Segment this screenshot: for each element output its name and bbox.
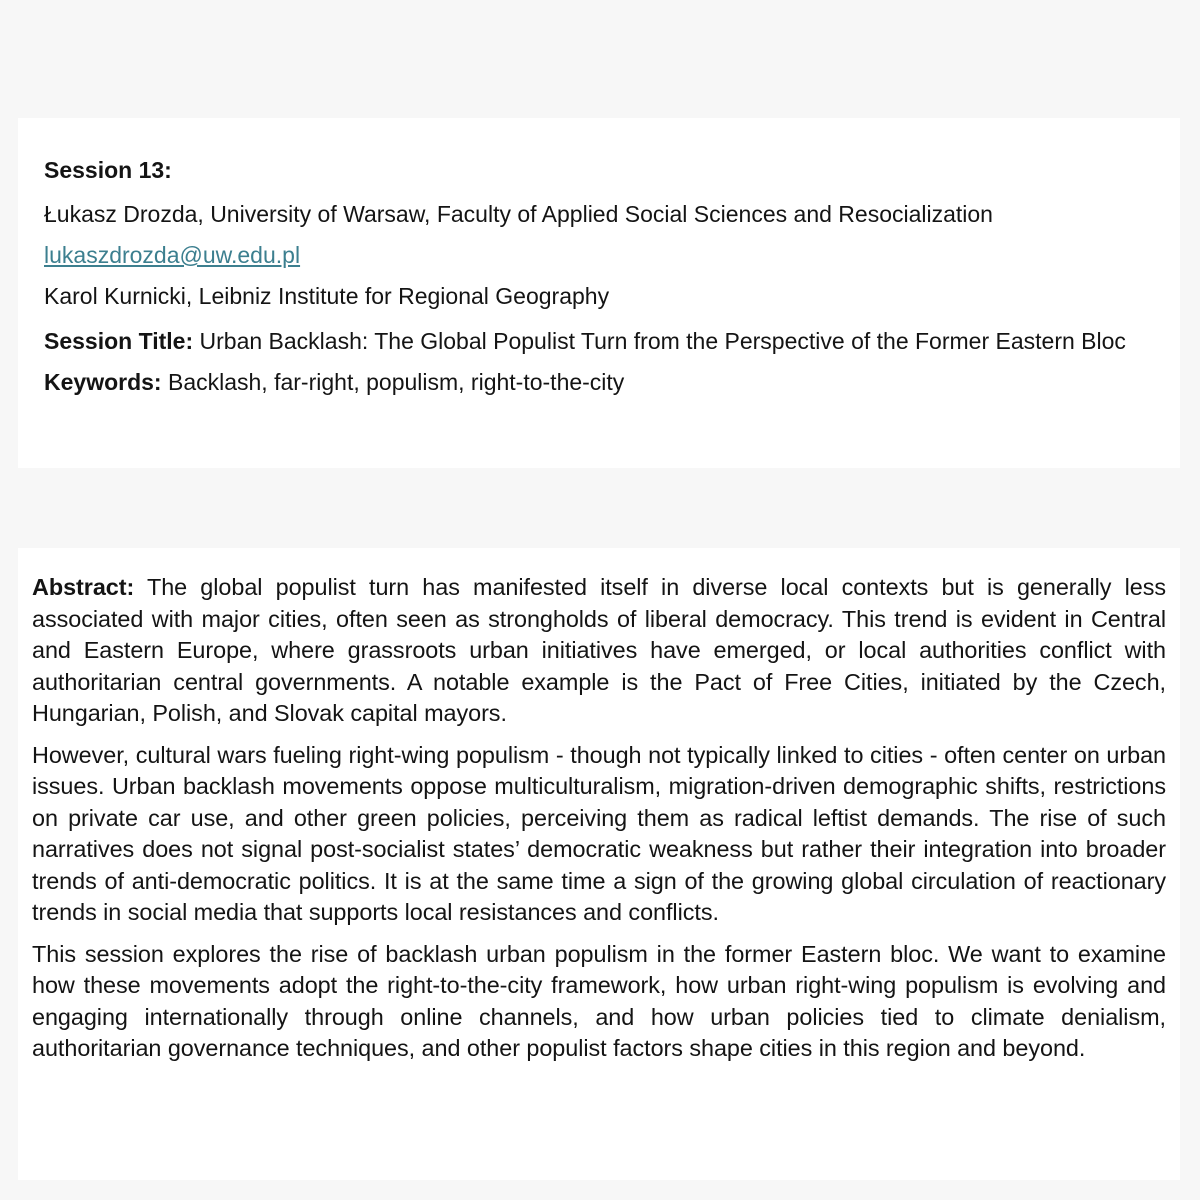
keywords [44, 368, 1154, 397]
abstract-label: Abstract: [32, 574, 135, 600]
abstract-paragraph-2: However, cultural wars fueling right-wing populism - though not typically linked to cities - often center on urban issues. Urban backlash movements oppose multiculturalism, migration-driven demographic shifts, restrictions on private car use, and other green policies, perceiving them as radical leftist demands. The rise of such narratives does not signal post-socialist states’ democratic weakness but rather their integration into broader trends of anti-democratic politics. It is at the same time a sign of the growing global circulation of reactionary trends in social media that supports local resistances and conflicts. [32, 741, 1166, 925]
email-link[interactable]: lukaszdrozda@uw.edu.pl [44, 242, 301, 268]
author-2: Karol Kurnicki, Leibniz Institute for Regional Geography [44, 283, 610, 309]
session-label: Session 13: [44, 157, 172, 183]
abstract-paragraph-1 [32, 572, 1166, 730]
email-row [44, 241, 1154, 270]
abstract-paragraph-3: This session explores the rise of backlash urban populism in the former Eastern bloc. We want to examine how these movements adopt the right-to-the-city framework, how urban right-wing populism is evolving and engaging internationally through online channels, and how urban policies tied to climate denialism, authoritarian governance techniques, and other populist factors shape cities in this region and beyond. [32, 940, 1166, 1061]
session-title-text: Urban Backlash: The Global Populist Turn from the Perspective of the Former Eastern Bloc [193, 328, 1126, 354]
abstract-card [18, 548, 1180, 1180]
author-1: Łukasz Drozda, University of Warsaw, Faculty of Applied Social Sciences and Resocialization [44, 201, 993, 227]
session-title [44, 326, 1154, 356]
keywords-text: Backlash, far-right, populism, right-to-the-city [161, 369, 625, 395]
session-title-label: Session Title: [44, 328, 194, 354]
keywords-label: Keywords: [44, 369, 162, 395]
session-heading [44, 156, 1154, 185]
session-info-card [18, 118, 1180, 468]
abstract-text-1: The global populist turn has manifested itself in diverse local contexts but is generally less associated with major cities, often seen as strongholds of liberal democracy. This trend is evident in Central and Eastern Europe, where grassroots urban initiatives have emerged, or local authorities conflict with authoritarian central governments. A notable example is the Pact of Free Cities, initiated by the Czech, Hungarian, Polish, and Slovak capital mayors. [32, 574, 1166, 726]
